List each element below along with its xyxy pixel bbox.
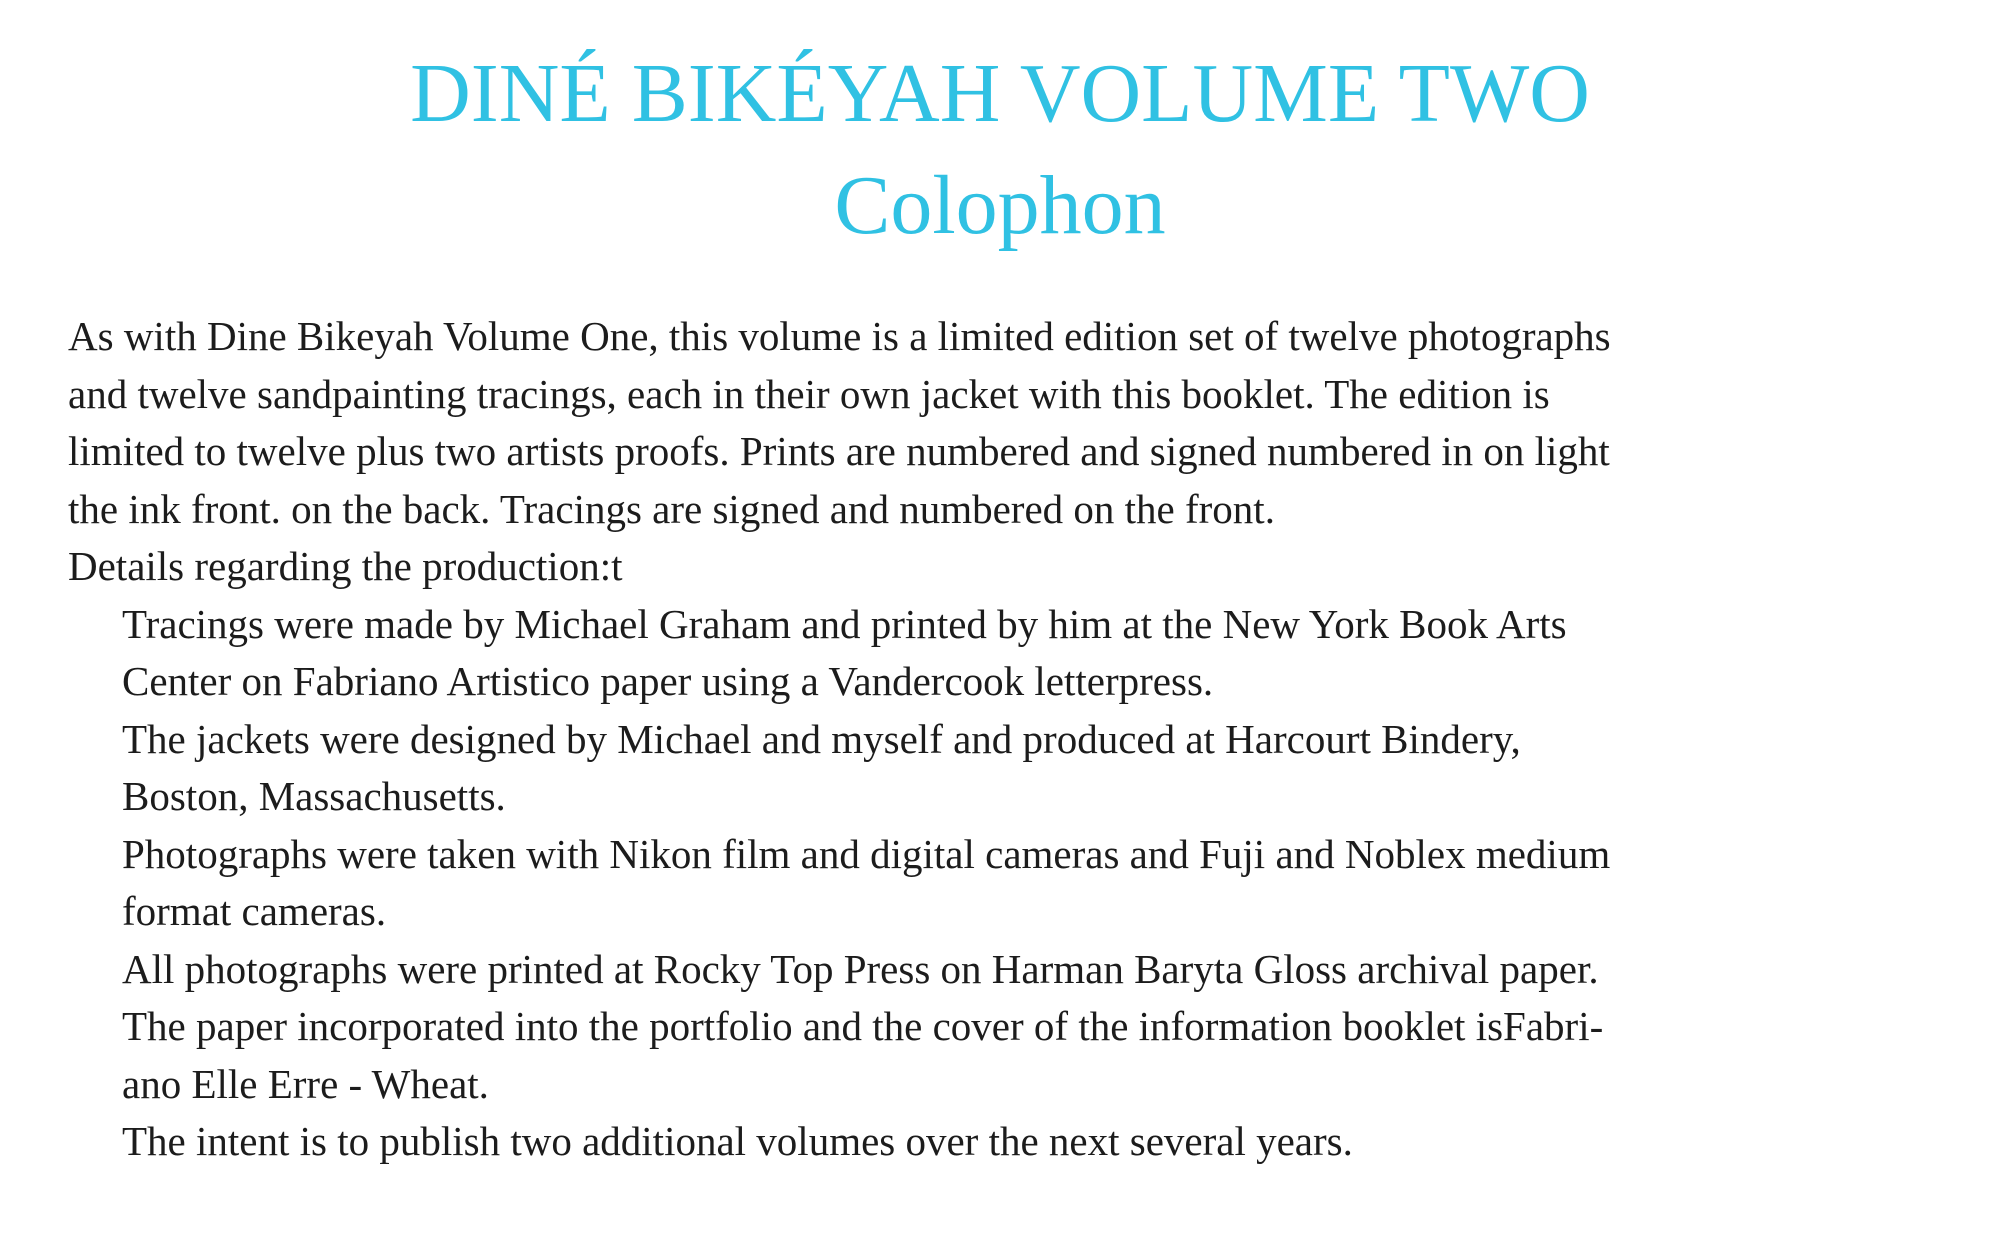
body-line: Details regarding the production:t (68, 543, 623, 589)
body-line: The jackets were designed by Michael and myself and produced at Harcourt Bindery, (122, 715, 1521, 762)
body-line: Photographs were taken with Nikon film and digital cameras and Fuji and Noblex medium (122, 830, 1611, 877)
body-line: ano Elle Erre - Wheat. (122, 1060, 489, 1107)
page-subtitle: Colophon (834, 159, 1166, 252)
body-line: The paper incorporated into the portfolio and the cover of the information booklet isFabri- (122, 1003, 1604, 1049)
body-line: The intent is to publish two additional volumes over the next several years. (122, 1118, 1353, 1164)
body-line: and twelve sandpainting tracings, each in their own jacket with this booklet. The edition is (68, 370, 1550, 417)
title-block (0, 0, 2000, 262)
colophon-body (68, 308, 1960, 1171)
body-line: Boston, Massachusetts. (122, 773, 506, 819)
body-line: format cameras. (122, 888, 387, 934)
body-line: All photographs were printed at Rocky Top Press on Harman Baryta Gloss archival paper. (122, 945, 1599, 992)
body-line: As with Dine Bikeyah Volume One, this volume is a limited edition set of twelve photographs (68, 313, 1611, 359)
body-line: the ink front. on the back. Tracings are signed and numbered on the front. (68, 485, 1275, 532)
body-line: Tracings were made by Michael Graham and printed by him at the New York Book Arts (122, 600, 1567, 647)
body-line: Center on Fabriano Artistico paper using a Vandercook letterpress. (122, 658, 1214, 704)
page-title: DINÉ BIKÉYAH VOLUME TWO (410, 47, 1590, 140)
body-line: limited to twelve plus two artists proofs. Prints are numbered and signed numbered in on light (68, 428, 1610, 474)
